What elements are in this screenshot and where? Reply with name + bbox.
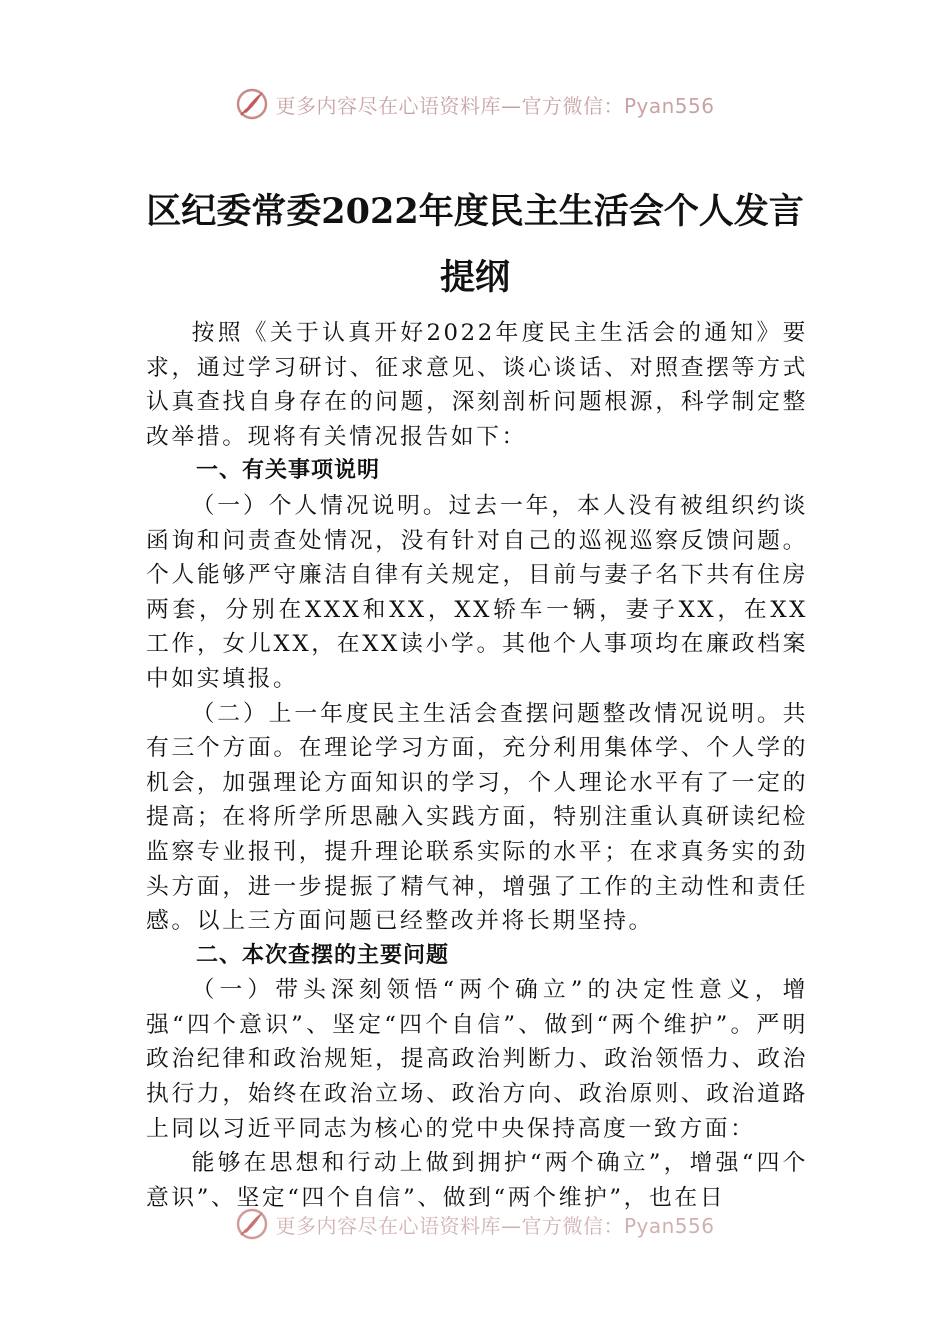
quill-logo-icon bbox=[235, 87, 269, 121]
watermark-footer bbox=[0, 1204, 950, 1244]
section2-heading: 二、本次查摆的主要问题 bbox=[196, 942, 450, 968]
watermark-header bbox=[0, 84, 950, 124]
section2-paragraph2: 能够在思想和行动上做到拥护“两个确立”，增强“四个意识”、坚定“四个自信”、做到“两个维护”，也在日 bbox=[146, 1150, 808, 1211]
intro-paragraph: 按照《关于认真开好2022年度民主生活会的通知》要求，通过学习研讨、征求意见、谈心谈话、对照查摆等方式认真查找自身存在的问题，深刻剖析问题根源，科学制定整改举措。现将有关情况报告如下： bbox=[146, 320, 808, 450]
document-title-line2: 提纲 bbox=[439, 257, 510, 298]
section2-paragraph1: （一）带头深刻领悟“两个确立”的决定性意义，增强“四个意识”、坚定“四个自信”、做到“两个维护”。严明政治纪律和政治规矩，提高政治判断力、政治领悟力、政治执行力，始终在政治立场、政治方向、政治原则、政治道路上同以习近平同志为核心的党中央保持高度一致方面： bbox=[146, 977, 808, 1142]
watermark-text: 更多内容尽在心语资料库—官方微信：Pyan556 bbox=[275, 93, 715, 118]
section1-heading: 一、有关事项说明 bbox=[196, 458, 381, 484]
watermark-text-footer: 更多内容尽在心语资料库—官方微信：Pyan556 bbox=[275, 1213, 715, 1238]
document-body bbox=[146, 316, 808, 1215]
document-title-line1: 区纪委常委2022年度民主生活会个人发言 bbox=[146, 191, 804, 232]
quill-logo-icon bbox=[235, 1207, 269, 1241]
section1-paragraph1: （一）个人情况说明。过去一年，本人没有被组织约谈函询和问责查处情况，没有针对自己的巡视巡察反馈问题。个人能够严守廉洁自律有关规定，目前与妻子名下共有住房两套，分别在XXX和XX，XX轿车一辆，妻子XX，在XX工作，女儿XX，在XX读小学。其他个人事项均在廉政档案中如实填报。 bbox=[146, 492, 808, 692]
section1-paragraph2: （二）上一年度民主生活会查摆问题整改情况说明。共有三个方面。在理论学习方面，充分利用集体学、个人学的机会，加强理论方面知识的学习，个人理论水平有了一定的提高；在将所学所思融入实践方面，特别注重认真研读纪检监察专业报刊，提升理论联系实际的水平；在求真务实的劲头方面，进一步提振了精气神，增强了工作的主动性和责任感。以上三方面问题已经整改并将长期坚持。 bbox=[146, 700, 808, 935]
